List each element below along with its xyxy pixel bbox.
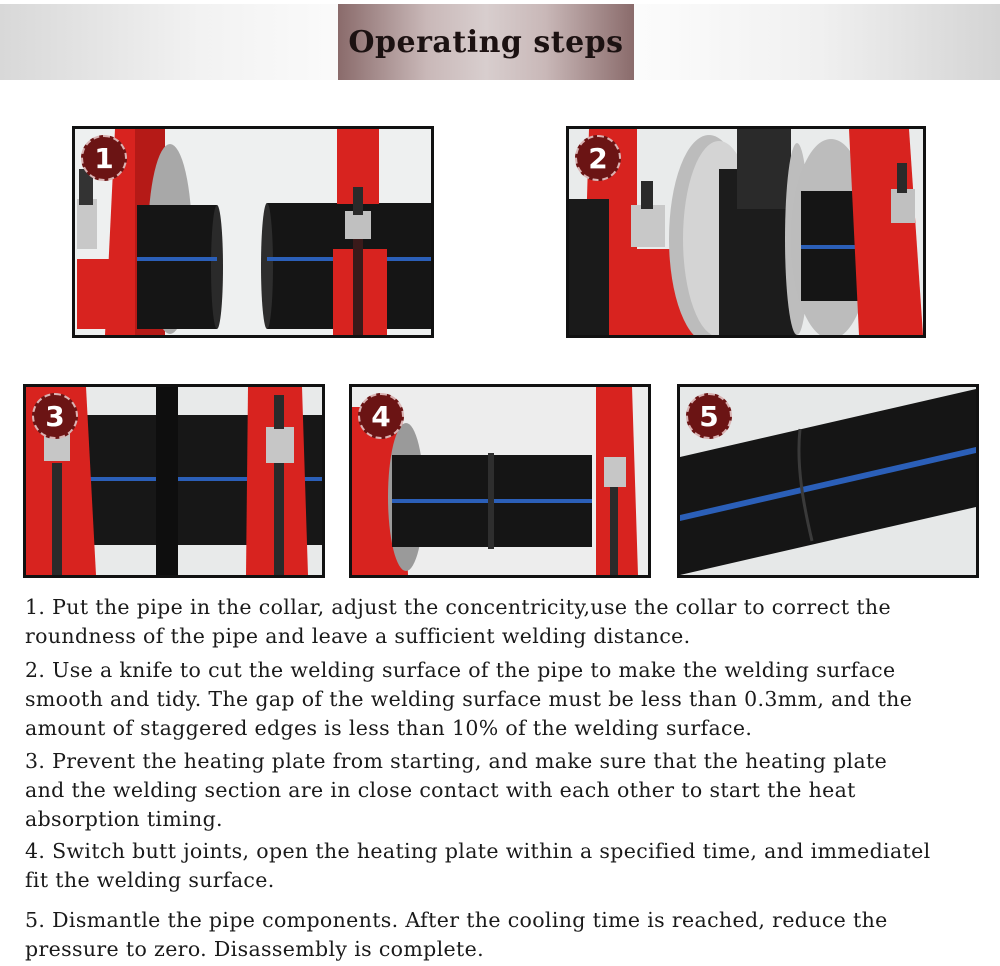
title-plate bbox=[338, 4, 634, 80]
step-1-text: 1. Put the pipe in the collar, adjust the concentricity,use the collar to correct the roundness of the pipe and leave a sufficient welding distance. bbox=[25, 595, 891, 648]
step-badge: 2 bbox=[575, 135, 621, 181]
step-badge: 3 bbox=[32, 393, 78, 439]
step-1-photo bbox=[72, 126, 434, 338]
step-2-text: 2. Use a knife to cut the welding surface of the pipe to make the welding surface smooth and tidy. The gap of the welding surface must be less than 0.3mm, and the amount of staggered edges is less than 10% of the welding surface. bbox=[25, 658, 913, 740]
step-3-text: 3. Prevent the heating plate from starting, and make sure that the heating plate and the welding section are in close contact with each other to start the heat absorption timing. bbox=[25, 749, 888, 831]
step-4-text: 4. Switch butt joints, open the heating plate within a specified time, and immediatel fit the welding surface. bbox=[25, 839, 931, 892]
step-badge: 4 bbox=[358, 393, 404, 439]
step-5-photo bbox=[677, 384, 979, 578]
pipe-cutting-photo bbox=[569, 129, 923, 335]
step-badge: 5 bbox=[686, 393, 732, 439]
step-2-photo bbox=[566, 126, 926, 338]
step-4-photo bbox=[349, 384, 651, 578]
step-badge: 1 bbox=[81, 135, 127, 181]
pipe-alignment-photo bbox=[75, 129, 431, 335]
step-3-photo bbox=[23, 384, 325, 578]
step-5-text: 5. Dismantle the pipe components. After the cooling time is reached, reduce the pressure to zero. Disassembly is complete. bbox=[25, 908, 888, 961]
page-title: Operating steps bbox=[348, 24, 624, 60]
